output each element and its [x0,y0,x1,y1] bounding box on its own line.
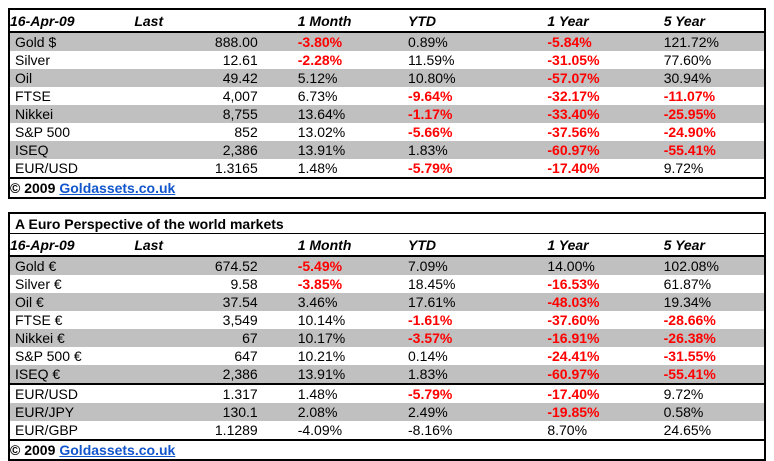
table-title: A Euro Perspective of the world markets [9,213,765,234]
table-row [9,87,765,105]
last-cell: 1.3165 [214,160,258,176]
month1-cell: -2.28% [297,52,343,68]
ytd-cell: -5.79% [408,384,547,403]
year1-cell: -17.40% [547,384,663,403]
month1-cell: 10.14% [297,312,346,328]
row-label: Oil € [15,294,44,310]
ytd-cell: 2.49% [408,404,448,420]
year5-cell: -25.95% [663,106,716,122]
column-header-5year: 5 Year [664,9,765,32]
ytd-cell: -5.79% [408,160,453,176]
copyright-row [9,440,765,460]
table-row [9,141,765,159]
table-row [9,123,765,141]
row-label: EUR/USD [9,384,134,403]
ytd-cell: 18.45% [408,276,456,292]
ytd-cell: 0.14% [408,348,448,364]
month1-cell: -3.80% [297,34,343,50]
year5-cell: -55.41% [663,142,716,158]
table-row [9,105,765,123]
goldassets-link[interactable]: Goldassets.co.uk [59,180,176,196]
last-cell: 674.52 [214,258,258,274]
copyright-text: © 2009 [10,180,56,196]
last-cell: 2,386 [222,366,258,382]
year5-cell: -26.38% [663,330,716,346]
last-cell: 4,007 [222,88,258,104]
year5-cell: 77.60% [663,52,712,68]
year5-cell: 19.34% [663,294,712,310]
year5-cell: -55.41% [663,366,716,382]
row-label: S&P 500 [15,124,71,140]
row-label: ISEQ [15,142,49,158]
last-cell: 37.54 [222,294,258,310]
month1-cell: 13.64% [297,106,346,122]
copyright-row [9,178,765,198]
ytd-cell: 7.09% [408,258,448,274]
ytd-cell: -3.57% [408,330,453,346]
month1-cell: 1.48% [298,384,408,403]
table-row [9,365,765,384]
row-label: Nikkei [15,106,54,122]
row-label: EUR/JPY [15,404,75,420]
ytd-cell: -1.17% [408,106,453,122]
table-row [9,329,765,347]
year5-cell: 61.87% [663,276,712,292]
column-header-last: Last [134,234,297,257]
ytd-cell: 0.89% [408,34,448,50]
row-label: EUR/GBP [15,422,79,438]
year1-cell: -31.05% [547,52,600,68]
row-label: S&P 500 € [15,348,82,364]
month1-cell: 5.12% [297,70,338,86]
column-header-1year: 1 Year [547,234,663,257]
month1-cell: 1.48% [297,160,338,176]
ytd-cell: 17.61% [408,294,456,310]
euro-markets-table [8,212,766,461]
last-cell: 647 [234,348,258,364]
row-label: Gold € [15,258,57,274]
year5-cell: -31.55% [663,348,716,364]
last-cell: 9.58 [230,276,258,292]
date-header: 16-Apr-09 [9,9,134,32]
row-label: Oil [15,70,33,86]
row-label: ISEQ € [15,366,61,382]
month1-cell: 10.21% [297,348,346,364]
row-label: FTSE € [15,312,63,328]
month1-cell: -4.09% [297,422,343,438]
row-label: Silver € [15,276,62,292]
year1-cell: 14.00% [547,258,595,274]
table-row [9,421,765,440]
table-row [9,347,765,365]
year5-cell: -28.66% [663,312,716,328]
month1-cell: 10.17% [297,330,346,346]
year5-cell: 9.72% [664,384,765,403]
year5-cell: 102.08% [663,258,719,274]
year1-cell: -19.85% [547,404,600,420]
last-cell: 67 [242,330,258,346]
month1-cell: -5.49% [297,258,343,274]
table-title-row [9,213,765,234]
year1-cell: -37.60% [547,312,600,328]
ytd-cell: 10.80% [408,70,456,86]
year1-cell: -16.91% [547,330,600,346]
year1-cell: -57.07% [547,70,600,86]
year1-cell: -37.56% [547,124,600,140]
year5-cell: -24.90% [663,124,716,140]
year1-cell: -48.03% [547,294,600,310]
column-header-ytd: YTD [408,234,547,257]
month1-cell: 3.46% [297,294,338,310]
row-label: EUR/USD [15,160,79,176]
copyright-text: © 2009 [10,442,56,458]
month1-cell: 13.02% [297,124,346,140]
year1-cell: -24.41% [547,348,600,364]
table-row [9,275,765,293]
ytd-cell: 1.83% [408,366,448,382]
table-row [9,51,765,69]
year5-cell: 24.65% [663,422,712,438]
year1-cell: -5.84% [547,34,592,50]
year5-cell: 0.58% [663,404,704,420]
table-row [9,32,765,51]
table-header-row [9,9,765,32]
year1-cell: -60.97% [547,142,600,158]
column-header-1year: 1 Year [547,9,663,32]
row-label: Silver [15,52,51,68]
row-label: FTSE [15,88,51,104]
table-row [9,293,765,311]
table-row [9,69,765,87]
column-header-ytd: YTD [408,9,547,32]
last-cell: 888.00 [214,34,258,50]
ytd-cell: -1.61% [408,312,453,328]
table-row [9,159,765,178]
ytd-cell: -5.66% [408,124,453,140]
ytd-cell: -8.16% [408,422,453,438]
month1-cell: 6.73% [297,88,338,104]
last-cell: 130.1 [222,404,258,420]
month1-cell: 13.91% [297,366,346,382]
column-header-last: Last [134,9,297,32]
ytd-cell: 1.83% [408,142,448,158]
year1-cell: -17.40% [547,160,600,176]
year1-cell: -60.97% [547,366,600,382]
column-header-1month: 1 Month [298,9,408,32]
usd-markets-table [8,8,766,199]
table-row [9,403,765,421]
table-row [9,311,765,329]
last-cell: 852 [234,124,258,140]
goldassets-link[interactable]: Goldassets.co.uk [59,442,176,458]
month1-cell: 13.91% [297,142,346,158]
year5-cell: 30.94% [663,70,712,86]
year1-cell: -16.53% [547,276,600,292]
date-header: 16-Apr-09 [9,234,134,257]
year5-cell: 9.72% [663,160,704,176]
last-cell: 12.61 [222,52,258,68]
year1-cell: 8.70% [547,422,588,438]
ytd-cell: 11.59% [408,52,455,68]
year1-cell: -32.17% [547,88,600,104]
table-row [9,256,765,275]
year1-cell: -33.40% [547,106,600,122]
ytd-cell: -9.64% [408,88,453,104]
month1-cell: -3.85% [297,276,343,292]
column-header-1month: 1 Month [298,234,408,257]
last-cell: 49.42 [222,70,258,86]
last-cell: 1.1289 [214,422,258,438]
row-label: Nikkei € [15,330,65,346]
last-cell: 8,755 [222,106,258,122]
last-cell: 2,386 [222,142,258,158]
table-row [9,384,765,403]
row-label: Gold $ [15,34,57,50]
month1-cell: 2.08% [297,404,338,420]
year5-cell: -11.07% [663,88,716,104]
last-cell: 3,549 [222,312,258,328]
column-header-5year: 5 Year [664,234,765,257]
table-header-row [9,234,765,257]
year5-cell: 121.72% [663,34,719,50]
last-cell: 1.317 [134,384,297,403]
